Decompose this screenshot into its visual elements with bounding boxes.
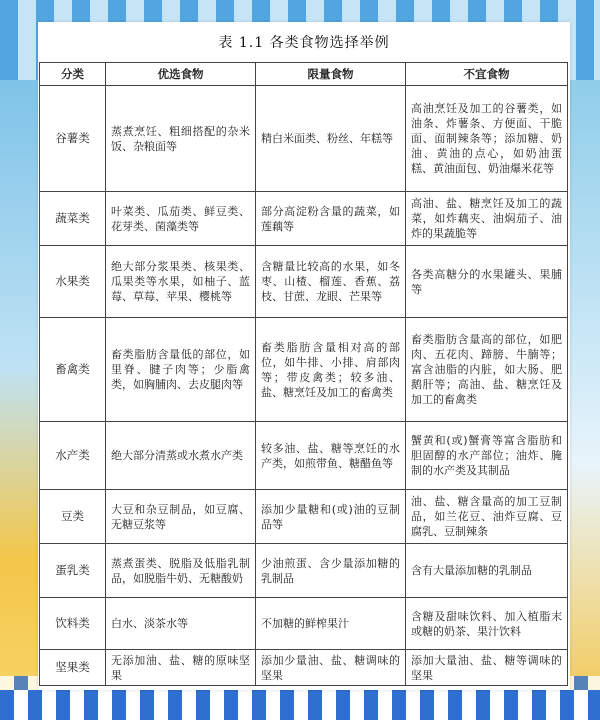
table-row [40,246,568,318]
row-preferred: 白水、淡茶水等 [106,598,256,650]
header-category: 分类 [40,63,106,86]
row-limited: 添加少量糖和(或)油的豆制品等 [256,490,406,544]
row-category: 蔬菜类 [40,192,106,246]
table-row [40,598,568,650]
row-avoid: 各类高糖分的水果罐头、果脯等 [406,246,568,318]
row-avoid: 高油烹饪及加工的谷薯类，如油条、炸薯条、方便面、干脆面、面制辣条等；添加糖、奶油、黄油的点心，如奶油蛋糕、黄油面包、奶油爆米花等 [406,86,568,192]
row-preferred: 畜类脂肪含量低的部位，如里脊、腱子肉等；少脂禽类，如胸脯肉、去皮腿肉等 [106,318,256,422]
table-row [40,192,568,246]
row-preferred: 无添加油、盐、糖的原味坚果 [106,650,256,686]
row-category: 豆类 [40,490,106,544]
row-preferred: 蒸煮烹饪、粗细搭配的杂米饭、杂粮面等 [106,86,256,192]
table-row [40,86,568,192]
row-preferred: 绝大部分清蒸或水煮水产类 [106,422,256,490]
row-limited: 畜类脂肪含量相对高的部位，如牛排、小排、肩部肉等；带皮禽类；较多油、盐、糖烹饪及加工的畜禽类 [256,318,406,422]
table-row [40,650,568,686]
row-limited: 含糖量比较高的水果，如冬枣、山楂、榴莲、香蕉、荔枝、甘蔗、龙眼、芒果等 [256,246,406,318]
row-limited: 不加糖的鲜榨果汁 [256,598,406,650]
row-avoid: 畜类脂肪含量高的部位，如肥肉、五花肉、蹄膀、牛腩等；富含油脂的内脏，如大肠、肥鹅肝等；高油、盐、糖烹饪及加工的畜禽类 [406,318,568,422]
row-limited: 较多油、盐、糖等烹饪的水产类，如煎带鱼、糖醋鱼等 [256,422,406,490]
row-category: 水果类 [40,246,106,318]
row-limited: 少油煎蛋、含少量添加糖的乳制品 [256,544,406,598]
food-choice-table [39,62,568,686]
table-row [40,544,568,598]
row-preferred: 蒸煮蛋类、脱脂及低脂乳制品，如脱脂牛奶、无糖酸奶 [106,544,256,598]
row-limited: 添加少量油、盐、糖调味的坚果 [256,650,406,686]
row-category: 蛋乳类 [40,544,106,598]
row-limited: 部分高淀粉含量的蔬菜，如莲藕等 [256,192,406,246]
row-category: 饮料类 [40,598,106,650]
row-limited: 精白米面类、粉丝、年糕等 [256,86,406,192]
header-avoid: 不宜食物 [406,63,568,86]
row-avoid: 添加大量油、盐、糖等调味的坚果 [406,650,568,686]
row-avoid: 油、盐、糖含量高的加工豆制品，如兰花豆、油炸豆腐、豆腐乳、豆制辣条 [406,490,568,544]
document-page [38,22,570,690]
header-preferred: 优选食物 [106,63,256,86]
row-preferred: 叶菜类、瓜茄类、鲜豆类、花芽类、菌藻类等 [106,192,256,246]
background-pattern-bottom [0,690,600,720]
row-avoid: 含有大量添加糖的乳制品 [406,544,568,598]
row-preferred: 绝大部分浆果类、核果类、瓜果类等水果，如柚子、蓝莓、草莓、苹果、樱桃等 [106,246,256,318]
table-row [40,490,568,544]
table-title: 表 1.1 各类食物选择举例 [218,35,390,51]
row-category: 水产类 [40,422,106,490]
row-preferred: 大豆和杂豆制品，如豆腐、无糖豆浆等 [106,490,256,544]
table-row [40,422,568,490]
table-header-row [40,63,568,86]
table-row [40,318,568,422]
row-category: 坚果类 [40,650,106,686]
row-category: 谷薯类 [40,86,106,192]
header-limited: 限量食物 [256,63,406,86]
row-avoid: 蟹黄和(或)蟹膏等富含脂肪和胆固醇的水产部位；油炸、腌制的水产类及其制品 [406,422,568,490]
row-avoid: 高油、盐、糖烹饪及加工的蔬菜，如炸藕夹、油焖茄子、油炸的果蔬脆等 [406,192,568,246]
row-category: 畜禽类 [40,318,106,422]
background-left [0,80,40,720]
row-avoid: 含糖及甜味饮料、加入植脂末或糖的奶茶、果汁饮料 [406,598,568,650]
